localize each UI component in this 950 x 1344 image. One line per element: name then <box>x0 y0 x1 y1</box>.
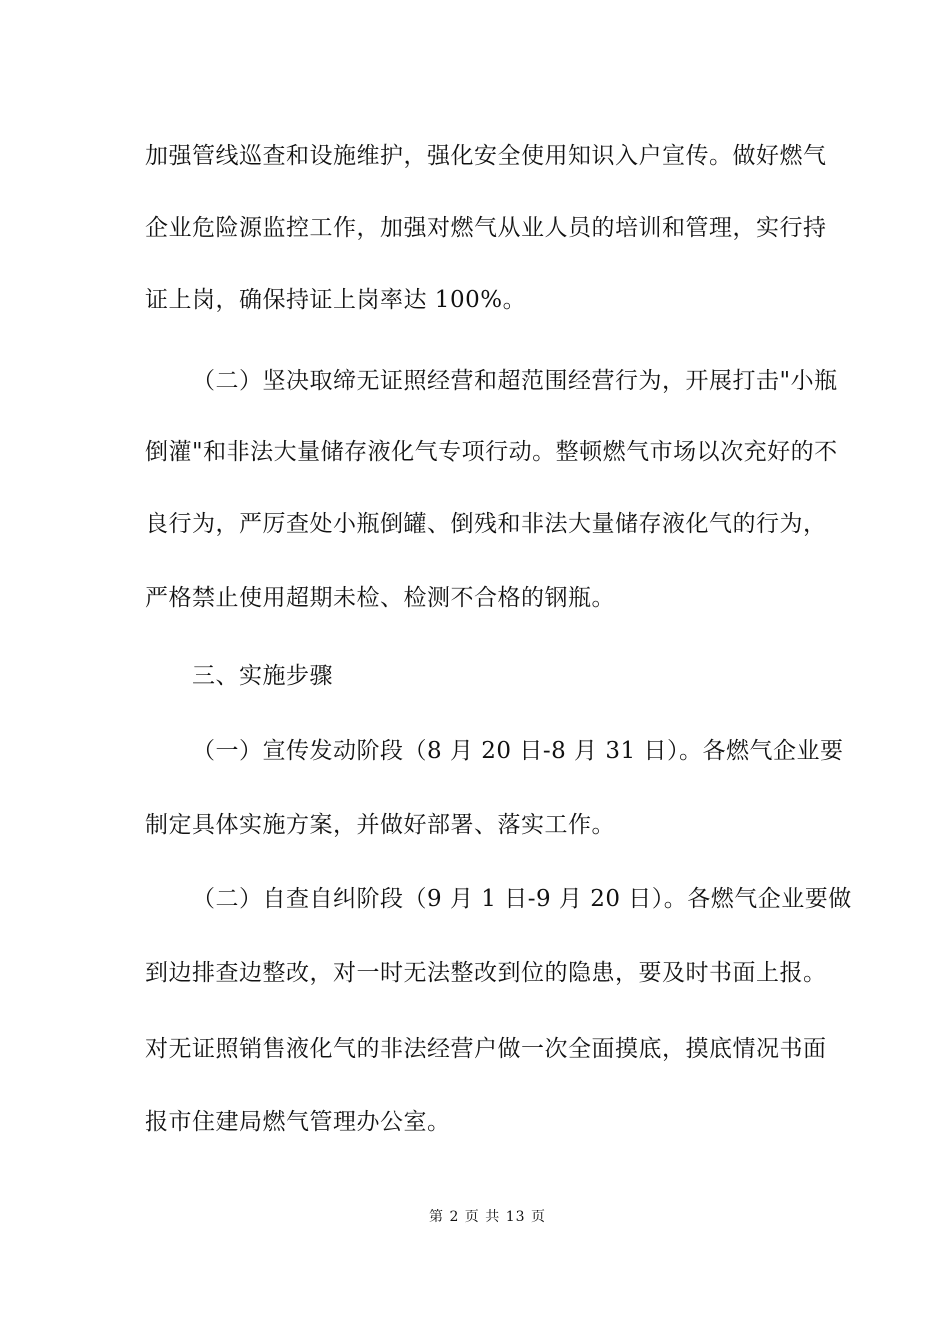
paragraph-line: 良行为，严厉查处小瓶倒罐、倒残和非法大量储存液化气的行为， <box>145 511 827 537</box>
paragraph-line: 加强管线巡查和设施维护，强化安全使用知识入户宣传。做好燃气 <box>145 143 827 169</box>
paragraph-line: 报市住建局燃气管理办公室。 <box>145 1109 451 1135</box>
paragraph-line: 制定具体实施方案，并做好部署、落实工作。 <box>145 812 615 838</box>
paragraph-line: 到边排查边整改，对一时无法整改到位的隐患，要及时书面上报。 <box>145 960 827 986</box>
paragraph-line: 倒灌"和非法大量储存液化气专项行动。整顿燃气市场以次充好的不 <box>145 439 838 465</box>
paragraph-line: （二）自查自纠阶段（9 月 1 日-9 月 20 日）。各燃气企业要做 <box>192 886 852 912</box>
paragraph-line: 对无证照销售液化气的非法经营户做一次全面摸底，摸底情况书面 <box>145 1036 827 1062</box>
paragraph-line: 证上岗，确保持证上岗率达 100%。 <box>145 287 527 313</box>
paragraph-line: 企业危险源监控工作，加强对燃气从业人员的培训和管理，实行持 <box>145 215 827 241</box>
page-number: 第 2 页 共 13 页 <box>429 1209 546 1225</box>
paragraph-line: （一）宣传发动阶段（8 月 20 日-8 月 31 日）。各燃气企业要 <box>192 738 844 764</box>
paragraph-line: （二）坚决取缔无证照经营和超范围经营行为，开展打击"小瓶 <box>192 368 838 394</box>
section-heading: 三、实施步骤 <box>192 663 333 689</box>
paragraph-line: 严格禁止使用超期未检、检测不合格的钢瓶。 <box>145 585 615 611</box>
